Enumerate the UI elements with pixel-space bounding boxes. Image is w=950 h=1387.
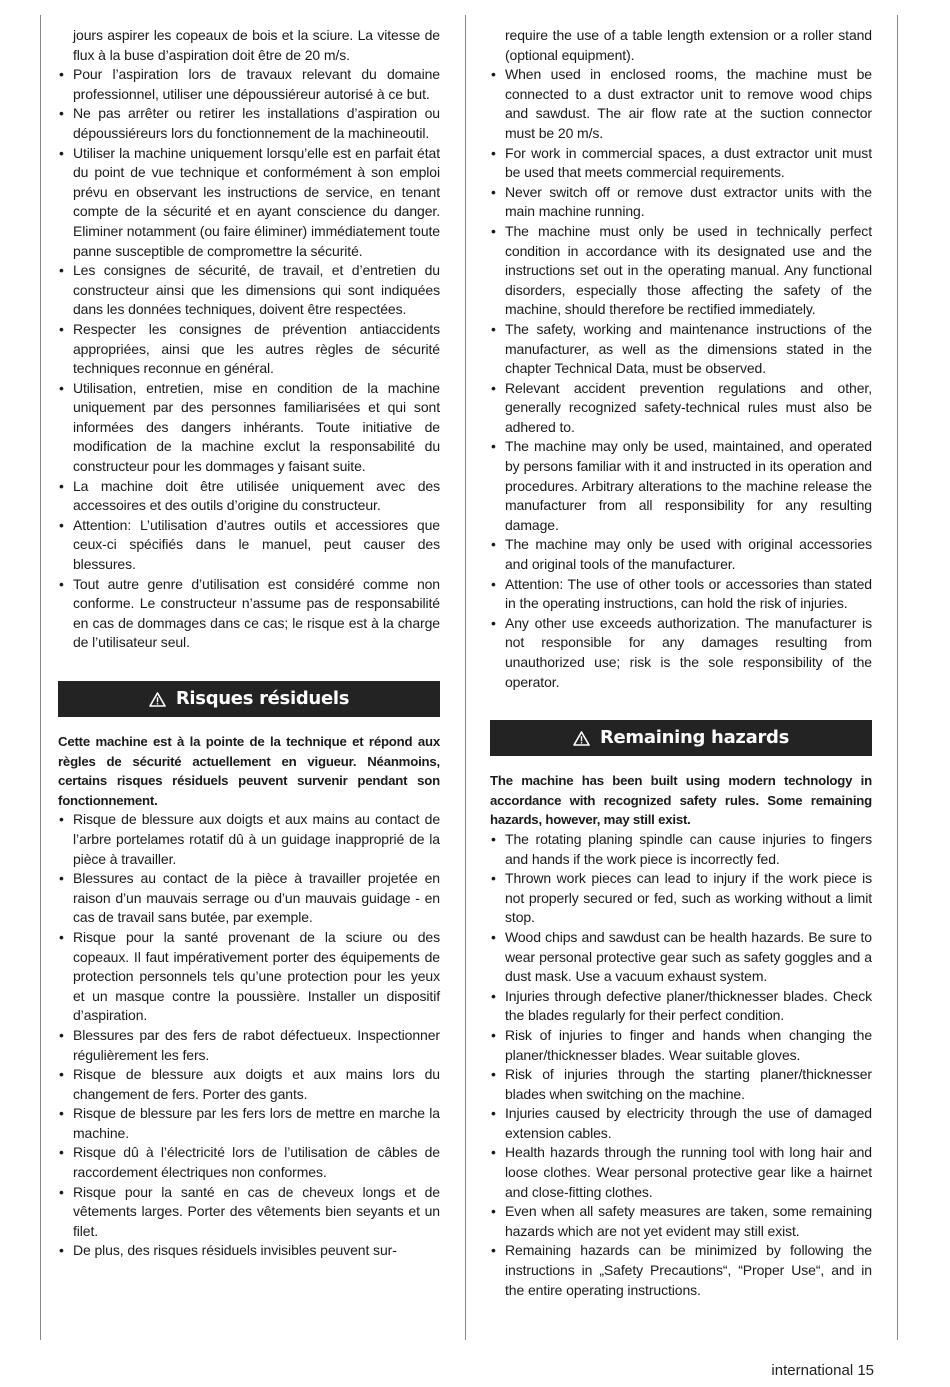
- section-intro: The machine has been built using modern technology in accordance with recognized safety rules. Some remaining hazards, however, may still exist.: [490, 773, 872, 828]
- list-item: • Pour l’aspiration lors de travaux relevant du domaine professionnel, utiliser une dépoussiéreur autorisé à ce but.: [58, 65, 440, 104]
- section-heading-bar: [58, 681, 440, 717]
- center-column-rule: [465, 15, 466, 1340]
- list-item: • The machine must only be used in technically perfect condition in accordance with its designated use and the instructions set out in the operating manual. Any functional disorders, especially those affecting the safety of the machine, should therefore be rectified immediately.: [490, 222, 872, 320]
- section-title: Risques résiduels: [175, 688, 350, 710]
- list-item: • Any other use exceeds authorization. The manufacturer is not responsible for any damages resulting from unauthorized use; risk is the sole responsibility of the operator.: [490, 614, 872, 692]
- list-item: • Risk of injuries through the starting planer/thicknesser blades when switching on the machine.: [490, 1065, 872, 1104]
- list-item: • Never switch off or remove dust extractor units with the main machine running.: [490, 183, 872, 222]
- warning-triangle-icon: [573, 731, 590, 746]
- list-item: • Les consignes de sécurité, de travail, et d’entretien du constructeur ainsi que les dimensions qui sont indiquées dans les données techniques, doivent être respectées.: [58, 261, 440, 320]
- page-footer: international 15: [771, 1362, 874, 1379]
- continued-text: require the use of a table length extension or a roller stand (optional equipment).: [505, 27, 872, 63]
- list-item: • The rotating planing spindle can cause injuries to fingers and hands if the work piece is incorrectly fed.: [490, 830, 872, 869]
- list-item: • Injuries caused by electricity through the use of damaged extension cables.: [490, 1104, 872, 1143]
- list-item: • Risque pour la santé provenant de la sciure ou des copeaux. Il faut impérativement porter des équipements de protection personnels tels qu’une protection pour les yeux et un masque contre la poussière. Installer un dispositif d’aspiration.: [58, 928, 440, 1026]
- list-item: • De plus, des risques résiduels invisibles peuvent sur-: [58, 1241, 440, 1261]
- list-item: • Injuries through defective planer/thicknesser blades. Check the blades regularly for their perfect condition.: [490, 987, 872, 1026]
- section-intro: Cette machine est à la pointe de la technique et répond aux règles de sécurité actuellement en vigueur. Néanmoins, certains risques résiduels peuvent survenir pendant son fonctionnement.: [58, 734, 440, 808]
- list-item: • Wood chips and sawdust can be health hazards. Be sure to wear personal protective gear such as safety goggles and a dust mask. Use a vacuum exhaust system.: [490, 928, 872, 987]
- safety-list: [490, 65, 872, 692]
- list-item: • The safety, working and maintenance instructions of the manufacturer, as well as the dimensions stated in the chapter Technical Data, must be observed.: [490, 320, 872, 379]
- list-item: • Risque dû à l’électricité lors de l’utilisation de câbles de raccordement électriques non conformes.: [58, 1143, 440, 1182]
- list-item: • Risque de blessure par les fers lors de mettre en marche la machine.: [58, 1104, 440, 1143]
- list-item: • Attention: L’utilisation d’autres outils et accessiores que ceux-ci spécifiés dans le manuel, peut causer des blessures.: [58, 516, 440, 575]
- right-margin-rule: [897, 15, 898, 1340]
- list-item: • Blessures au contact de la pièce à travailler projetée en raison d’un mauvais serrage ou d’un mauvais guidage - en cas de travail sans butée, par exemple.: [58, 869, 440, 928]
- list-item: • Attention: The use of other tools or accessories than stated in the operating instructions, can hold the risk of injuries.: [490, 575, 872, 614]
- continued-text: jours aspirer les copeaux de bois et la sciure. La vitesse de flux à la buse d’aspiration doit être de 20 m/s.: [73, 27, 440, 63]
- list-item: • Ne pas arrêter ou retirer les installations d’aspiration ou dépoussiéreurs lors du fonctionnement de la machineoutil.: [58, 104, 440, 143]
- list-item: • Risk of injuries to finger and hands when changing the planer/thicknesser blades. Wear suitable gloves.: [490, 1026, 872, 1065]
- safety-list: [58, 65, 440, 653]
- list-item: • Respecter les consignes de prévention antiaccidents appropriées, ainsi que les autres règles de sécurité techniques reconnue en général.: [58, 320, 440, 379]
- list-item: • La machine doit être utilisée uniquement avec des accessoires et des outils d’origine du constructeur.: [58, 477, 440, 516]
- list-item: • The machine may only be used, maintained, and operated by persons familiar with it and instructed in its operation and procedures. Arbitrary alterations to the machine release the manufacturer from all responsibility for any resulting damage.: [490, 437, 872, 535]
- list-item: • Thrown work pieces can lead to injury if the work piece is not properly secured or fed, such as working without a limit stop.: [490, 869, 872, 928]
- section-heading-bar: [490, 720, 872, 756]
- list-item: • Risque de blessure aux doigts et aux mains au contact de l’arbre portelames rotatif dû à un guidage inapproprié de la pièce à travailler.: [58, 810, 440, 869]
- list-item: • Remaining hazards can be minimized by following the instructions in „Safety Precautions“, “Proper Use“, and in the entire operating instructions.: [490, 1241, 872, 1300]
- list-item: • Risque de blessure aux doigts et aux mains lors du changement de fers. Porter des gants.: [58, 1065, 440, 1104]
- list-item: • Blessures par des fers de rabot défectueux. Inspectionner régulièrement les fers.: [58, 1026, 440, 1065]
- hazards-list: [490, 830, 872, 1300]
- list-item: • Tout autre genre d’utilisation est considéré comme non conforme. Le constructeur n’assume pas de responsabilité en cas de dommages dans ce cas; le risque est à la charge de l’utilisateur seul.: [58, 575, 440, 653]
- list-item: • Even when all safety measures are taken, some remaining hazards which are not yet evident may still exist.: [490, 1202, 872, 1241]
- list-item: • Health hazards through the running tool with long hair and loose clothes. Wear personal protective gear like a hairnet and close-fitting clothes.: [490, 1143, 872, 1202]
- list-item: • Utiliser la machine uniquement lorsqu’elle est en parfait état du point de vue technique et conformément à son emploi prévu en observant les instructions de service, en tenant compte de la sécurité et en ayant conscience du danger. Eliminer notamment (ou faire éliminer) immédiatement toute panne susceptible de compromettre la sécurité.: [58, 144, 440, 262]
- list-item: • For work in commercial spaces, a dust extractor unit must be used that meets commercial requirements.: [490, 144, 872, 183]
- list-item: • Utilisation, entretien, mise en condition de la machine uniquement par des personnes familiarisées et qui sont informées des dangers inhérants. Toute initiative de modification de la machine exclut la responsabilité du constructeur pour les dommages y faisant suite.: [58, 379, 440, 477]
- list-item: • When used in enclosed rooms, the machine must be connected to a dust extractor unit to remove wood chips and sawdust. The air flow rate at the suction connector must be 20 m/s.: [490, 65, 872, 143]
- list-item: • Risque pour la santé en cas de cheveux longs et de vêtements larges. Porter des vêtements bien seyants et un filet.: [58, 1183, 440, 1242]
- section-title: Remaining hazards: [599, 727, 790, 749]
- warning-triangle-icon: [149, 692, 166, 707]
- left-margin-rule: [40, 15, 41, 1340]
- hazards-list: [58, 810, 440, 1261]
- english-column: [490, 26, 872, 1300]
- list-item: • The machine may only be used with original accessories and original tools of the manufacturer.: [490, 535, 872, 574]
- list-item: • Relevant accident prevention regulations and other, generally recognized safety-technical rules must also be adhered to.: [490, 379, 872, 438]
- french-column: [58, 26, 440, 1261]
